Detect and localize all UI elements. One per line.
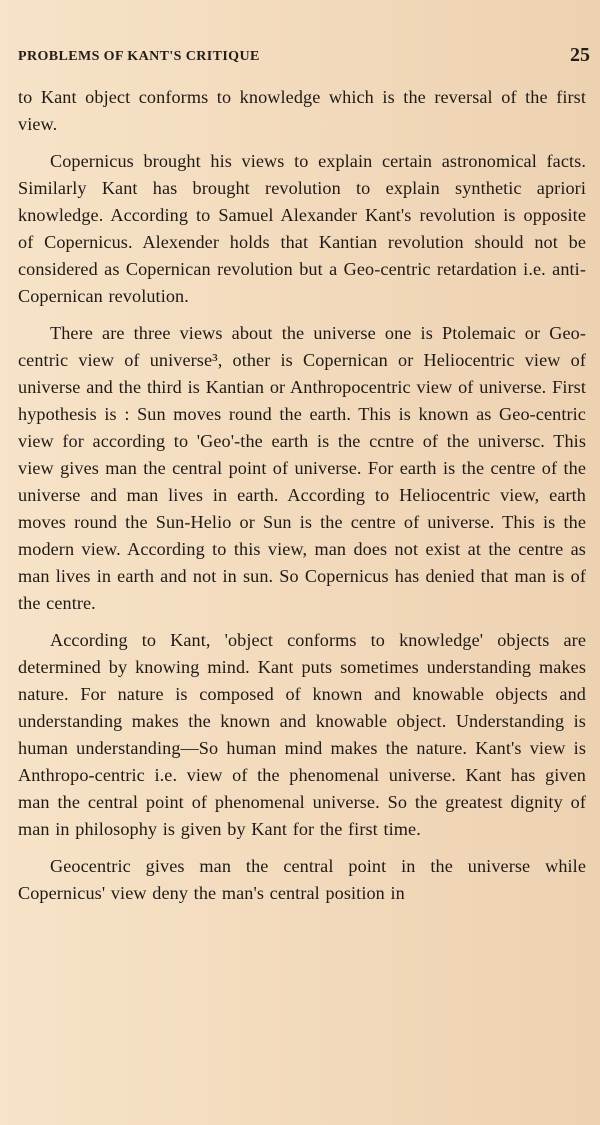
- paragraph-kant-object: According to Kant, 'object conforms to knowledge' objects are determined by knowing mind. Kant puts sometimes understanding makes nature. For nature is composed of known and knowable objects and understanding makes the known and knowable object. Understanding is human understanding—So human mind makes the nature. Kant's view is Anthropo-centric i.e. view of the phenomenal universe. Kant has given man the central point of phenomenal universe. So the greatest dignity of man in philosophy is given by Kant for the first time.: [18, 630, 586, 839]
- body-text: [18, 84, 586, 919]
- running-title: PROBLEMS OF KANT'S CRITIQUE: [18, 49, 260, 64]
- paragraph-three-views: There are three views about the universe one is Ptolemaic or Geo-centric view of universe³, other is Copernican or Heliocentric view of universe and the third is Kantian or Anthropocentric view of universe. First hypothesis is : Sun moves round the earth. This is known as Geo-centric view for according to 'Geo'-the earth is the ccntre of the universc. This view gives man the central point of universe. For earth is the centre of the universe and man lives in earth. According to Heliocentric view, earth moves round the Sun-Helio or Sun is the centre of universe. This is the modern view. According to this view, man does not exist at the centre as man lives in earth and not in sun. So Copernicus has denied that man is of the centre.: [18, 323, 586, 613]
- paragraph-continuation: to Kant object conforms to knowledge which is the reversal of the first view.: [18, 87, 586, 134]
- paragraph-copernicus-revolution: Copernicus brought his views to explain certain astronomical facts. Similarly Kant has brought revolution to explain synthetic apriori knowledge. According to Samuel Alexander Kant's revolution is opposite of Copernicus. Alexender holds that Kantian revolution should not be considered as Copernican revolution but a Geo-centric retardation i.e. anti-Copernican revolution.: [18, 151, 586, 306]
- paragraph-geocentric: Geocentric gives man the central point in the universe while Copernicus' view deny the man's central position in: [18, 856, 586, 903]
- page-number: 25: [570, 44, 590, 66]
- running-head: [18, 44, 590, 72]
